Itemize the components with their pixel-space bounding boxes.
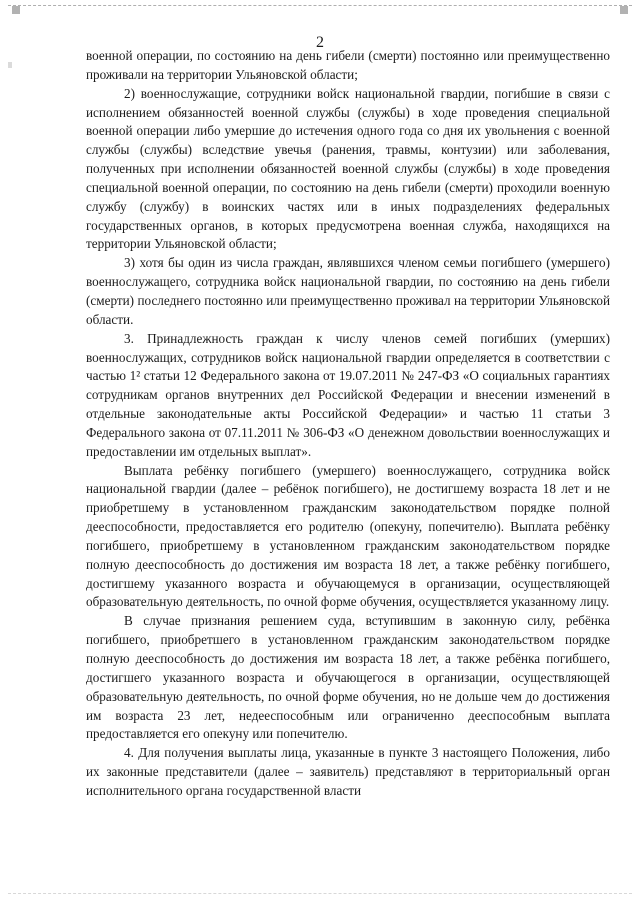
paragraph-item-2: 2) военнослужащие, сотрудники войск национальной гвардии, погибшие в связи с исполнением обязанностей военной службы (службы) в ходе проведения специальной военной операции либо умершие до истечения одного года со дня их увольнения с военной службы (службы) вследствие увечья (ранения, травмы, контузии) или заболевания, полученных при исполнении обязанностей военной службы (службы) в ходе проведения специальной военной операции, по состоянию на день гибели (смерти) проходили военную службу (службу) в воинских частях или в иных подразделениях федеральных государственных органов, в которых предусмотрена военная служба, находящихся на территории Ульяновской области;: [86, 85, 610, 252]
paragraph-continuation: военной операции, по состоянию на день гибели (смерти) постоянно или преимущественно проживали на территории Ульяновской области;: [86, 48, 610, 82]
scan-top-edge: [8, 5, 632, 9]
paragraph-item-3: 3) хотя бы один из числа граждан, являвшихся членом семьи погибшего (умершего) военнослужащего, сотрудника войск национальной гвардии, по состоянию на день гибели (смерти) последнего постоянно или преимущественно проживал на территории Ульяновской области.: [86, 255, 610, 327]
paragraph-section-3: 3. Принадлежность граждан к числу членов семей погибших (умерших) военнослужащих, сотрудников войск национальной гвардии определяется в соответствии с частью 1² статьи 12 Федерального закона от 19.07.2011 № 247-ФЗ «О социальных гарантиях сотрудникам органов внутренних дел Российской Федерации и внесении изменений в отдельные законодательные акты Российской Федерации» и частью 11 статьи 3 Федерального закона от 07.11.2011 № 306-ФЗ «О денежном довольствии военнослужащих и предоставлении им отдельных выплат».: [86, 330, 610, 459]
paragraph-payment-child: Выплата ребёнку погибшего (умершего) военнослужащего, сотрудника войск национальной гвардии (далее – ребёнок погибшего), не достигшему возраста 18 лет и не приобретшему в установленном гражданским законодательством порядке полной дееспособности, предоставляется его родителю (опекуну, попечителю). Выплата ребёнку погибшего, приобретшему в установленном гражданским законодательством порядке полную дееспособность до достижения им возраста 18 лет, а также ребёнку погибшего, достигшему указанного возраста и обучающемуся в организации, осуществляющей образовательную деятельность, по очной форме обучения, осуществляется указанному лицу.: [86, 462, 610, 610]
scan-margin-mark: [8, 62, 12, 68]
scan-bottom-edge: [8, 893, 632, 895]
scan-corner-mark-left: [12, 6, 20, 14]
paragraph-section-4: 4. Для получения выплаты лица, указанные в пункте 3 настоящего Положения, либо их законные представители (далее – заявитель) представляют в территориальный орган исполнительного органа государственной власти: [86, 745, 610, 798]
page-number: 2: [316, 34, 324, 51]
scan-corner-mark-right: [620, 6, 628, 14]
paragraph-court-decision: В случае признания решением суда, вступившим в законную силу, ребёнка погибшего, приобретшего в установленном гражданским законодательством порядке полную дееспособность до достижения им возраста 18 лет, а также ребёнка погибшего, достигшего указанного возраста и обучающегося в организации, осуществляющей образовательную деятельность, по очной форме обучения, но не дольше чем до достижения им возраста 23 лет, недееспособным или ограниченно дееспособным выплата предоставляется его опекуну или попечителю.: [86, 613, 610, 742]
document-body: [86, 47, 610, 801]
